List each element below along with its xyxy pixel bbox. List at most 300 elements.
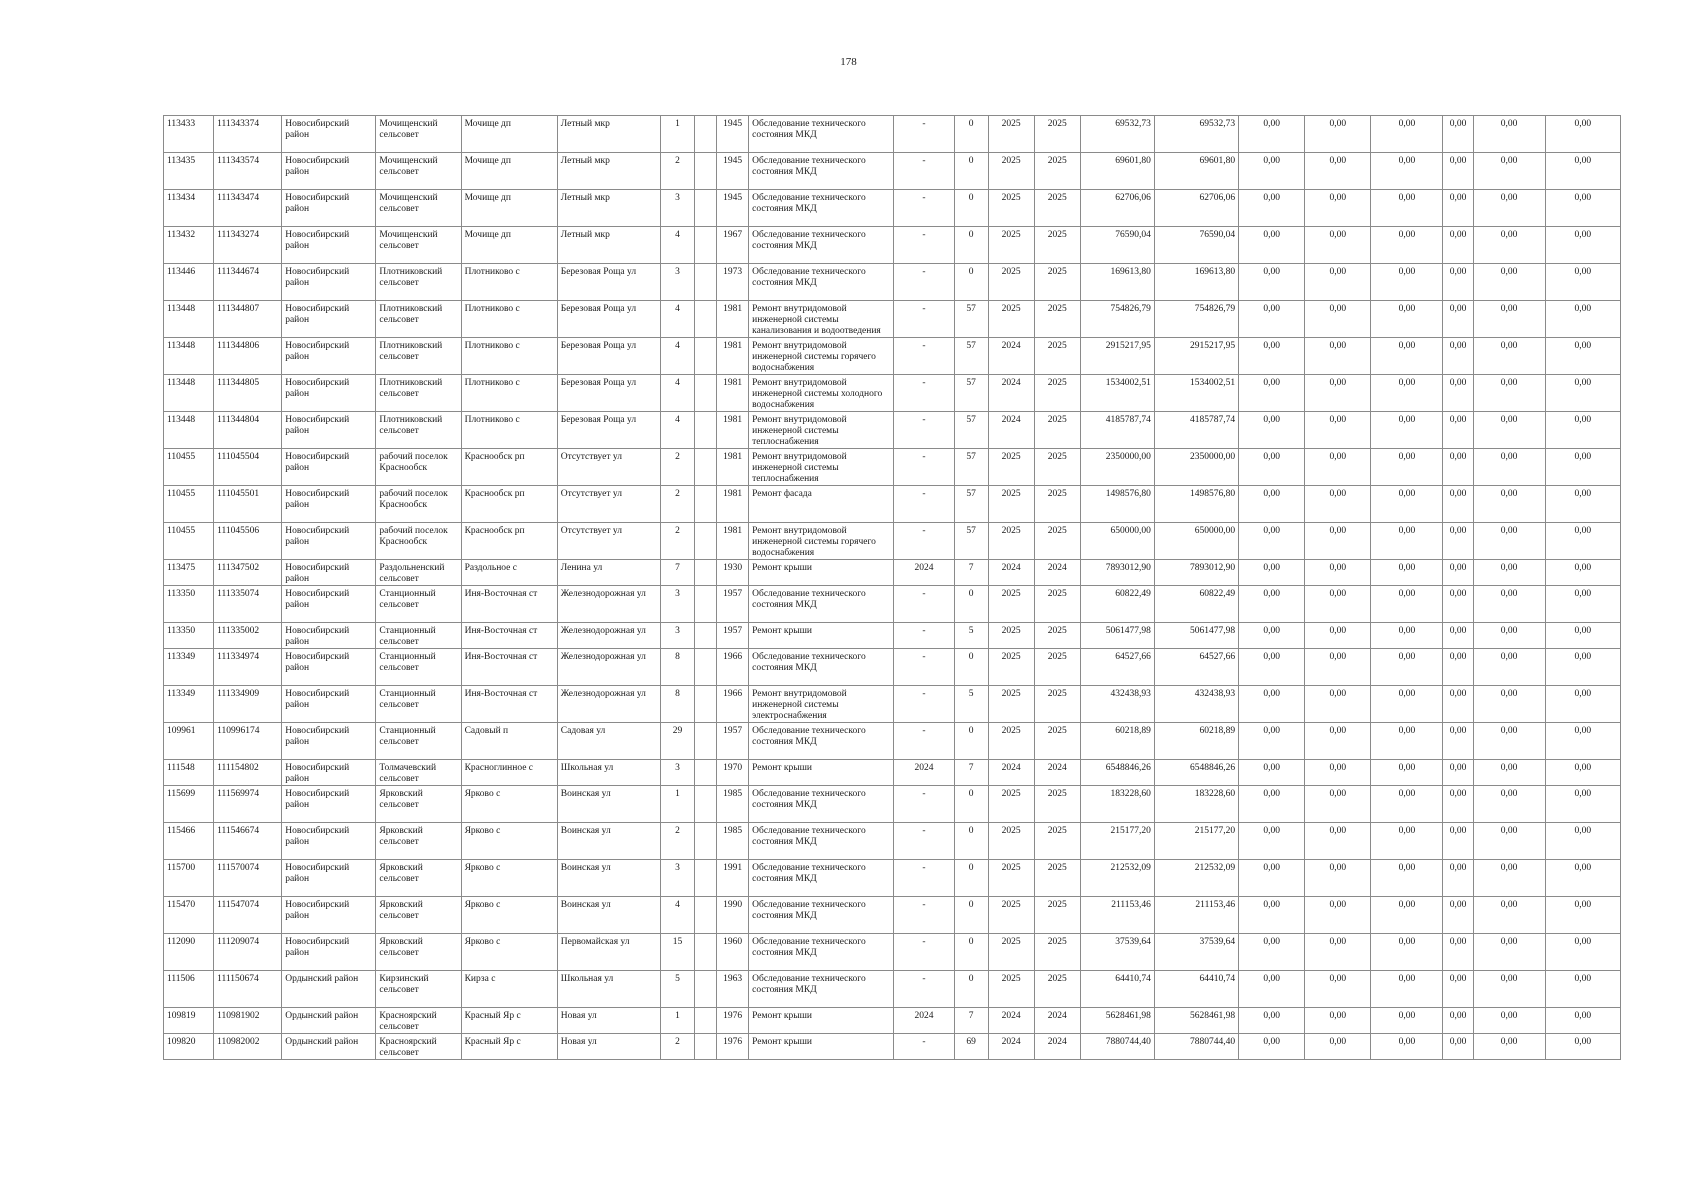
cell-id: 113434 [164,190,214,227]
cell-locality: Плотниково с [461,338,557,375]
cell-council: Станционный сельсовет [376,686,461,723]
cell-house: 2 [660,449,694,486]
cell-total: 183228,60 [1154,786,1238,823]
cell-district: Новосибирский район [282,560,376,586]
cell-house: 5 [660,971,694,1008]
cell-v1: 0,00 [1239,586,1305,623]
cell-locality: Красный Яр с [461,1034,557,1060]
cell-col10: - [894,686,954,723]
cell-id: 115700 [164,860,214,897]
cell-v4: 0,00 [1443,649,1473,686]
cell-work: Обследование технического состояния МКД [749,586,894,623]
cell-year: 1957 [717,623,749,649]
cell-v3: 0,00 [1371,264,1443,301]
cell-v3: 0,00 [1371,1008,1443,1034]
cell-year: 1991 [717,860,749,897]
cell-cost: 215177,20 [1080,823,1154,860]
cell-street: Ленина ул [557,560,660,586]
table-row [164,486,1621,523]
cell-col11: 0 [954,723,988,760]
cell-col12: 2025 [988,897,1034,934]
cell-letter [695,449,717,486]
cell-street: Железнодорожная ул [557,686,660,723]
cell-col12: 2025 [988,486,1034,523]
cell-district: Ордынский район [282,1034,376,1060]
cell-code: 111150674 [214,971,282,1008]
cell-letter [695,153,717,190]
table-row [164,686,1621,723]
cell-v1: 0,00 [1239,449,1305,486]
cell-v5: 0,00 [1473,338,1545,375]
cell-code: 111347502 [214,560,282,586]
cell-id: 113435 [164,153,214,190]
cell-col13: 2025 [1034,227,1080,264]
cell-v1: 0,00 [1239,934,1305,971]
cell-col12: 2025 [988,934,1034,971]
cell-code: 111343374 [214,116,282,153]
cell-col13: 2025 [1034,623,1080,649]
cell-v1: 0,00 [1239,823,1305,860]
cell-locality: Ярково с [461,897,557,934]
cell-v3: 0,00 [1371,786,1443,823]
cell-letter [695,971,717,1008]
table-row [164,375,1621,412]
cell-col13: 2025 [1034,486,1080,523]
cell-v4: 0,00 [1443,623,1473,649]
cell-col13: 2025 [1034,264,1080,301]
cell-v4: 0,00 [1443,227,1473,264]
cell-v4: 0,00 [1443,338,1473,375]
cell-total: 62706,06 [1154,190,1238,227]
cell-code: 111344806 [214,338,282,375]
cell-col11: 57 [954,486,988,523]
cell-v5: 0,00 [1473,375,1545,412]
cell-code: 111343274 [214,227,282,264]
cell-total: 6548846,26 [1154,760,1238,786]
cell-v2: 0,00 [1305,153,1371,190]
cell-cost: 754826,79 [1080,301,1154,338]
cell-house: 29 [660,723,694,760]
cell-v1: 0,00 [1239,301,1305,338]
cell-code: 111344674 [214,264,282,301]
cell-total: 2915217,95 [1154,338,1238,375]
cell-letter [695,723,717,760]
cell-cost: 62706,06 [1080,190,1154,227]
cell-street: Железнодорожная ул [557,623,660,649]
cell-v6: 0,00 [1545,686,1620,723]
cell-cost: 2350000,00 [1080,449,1154,486]
cell-v1: 0,00 [1239,486,1305,523]
cell-v5: 0,00 [1473,301,1545,338]
cell-district: Новосибирский район [282,375,376,412]
cell-cost: 1498576,80 [1080,486,1154,523]
cell-id: 115699 [164,786,214,823]
cell-work: Обследование технического состояния МКД [749,971,894,1008]
cell-col10: - [894,338,954,375]
cell-street: Летный мкр [557,227,660,264]
cell-col13: 2025 [1034,375,1080,412]
cell-col11: 69 [954,1034,988,1060]
cell-col13: 2025 [1034,153,1080,190]
cell-v3: 0,00 [1371,116,1443,153]
cell-council: рабочий поселок Краснообск [376,523,461,560]
cell-v6: 0,00 [1545,301,1620,338]
cell-total: 169613,80 [1154,264,1238,301]
cell-col13: 2025 [1034,338,1080,375]
cell-council: Красноярский сельсовет [376,1008,461,1034]
cell-total: 37539,64 [1154,934,1238,971]
cell-col11: 0 [954,190,988,227]
cell-street: Летный мкр [557,116,660,153]
cell-v2: 0,00 [1305,686,1371,723]
cell-v2: 0,00 [1305,860,1371,897]
cell-col12: 2024 [988,1008,1034,1034]
cell-cost: 5061477,98 [1080,623,1154,649]
table-row [164,412,1621,449]
cell-letter [695,338,717,375]
cell-council: Мочищенский сельсовет [376,190,461,227]
cell-cost: 60218,89 [1080,723,1154,760]
cell-year: 1981 [717,486,749,523]
cell-council: Плотниковский сельсовет [376,301,461,338]
cell-col13: 2025 [1034,897,1080,934]
cell-total: 212532,09 [1154,860,1238,897]
cell-total: 64410,74 [1154,971,1238,1008]
cell-v3: 0,00 [1371,560,1443,586]
cell-work: Обследование технического состояния МКД [749,934,894,971]
cell-total: 5628461,98 [1154,1008,1238,1034]
cell-district: Новосибирский район [282,449,376,486]
cell-col10: 2024 [894,760,954,786]
cell-col11: 7 [954,1008,988,1034]
cell-district: Новосибирский район [282,301,376,338]
cell-v6: 0,00 [1545,823,1620,860]
cell-code: 111334974 [214,649,282,686]
cell-v2: 0,00 [1305,486,1371,523]
cell-col10: - [894,823,954,860]
cell-v2: 0,00 [1305,412,1371,449]
cell-year: 1960 [717,934,749,971]
cell-work: Обследование технического состояния МКД [749,227,894,264]
table-row [164,649,1621,686]
cell-letter [695,190,717,227]
cell-cost: 169613,80 [1080,264,1154,301]
cell-col10: 2024 [894,560,954,586]
cell-v2: 0,00 [1305,934,1371,971]
cell-house: 4 [660,301,694,338]
cell-v6: 0,00 [1545,971,1620,1008]
cell-id: 110455 [164,523,214,560]
cell-col10: - [894,486,954,523]
cell-letter [695,486,717,523]
cell-cost: 64410,74 [1080,971,1154,1008]
cell-v1: 0,00 [1239,1008,1305,1034]
cell-v6: 0,00 [1545,116,1620,153]
cell-v5: 0,00 [1473,264,1545,301]
cell-v3: 0,00 [1371,486,1443,523]
cell-col12: 2025 [988,301,1034,338]
cell-house: 1 [660,116,694,153]
cell-council: Ярковский сельсовет [376,934,461,971]
cell-year: 1973 [717,264,749,301]
cell-col10: - [894,301,954,338]
cell-v4: 0,00 [1443,760,1473,786]
cell-col12: 2025 [988,649,1034,686]
cell-council: Толмачевский сельсовет [376,760,461,786]
cell-v4: 0,00 [1443,264,1473,301]
cell-code: 111344805 [214,375,282,412]
cell-v6: 0,00 [1545,723,1620,760]
cell-v2: 0,00 [1305,760,1371,786]
cell-letter [695,649,717,686]
cell-year: 1963 [717,971,749,1008]
cell-col11: 0 [954,934,988,971]
table-row [164,264,1621,301]
cell-v2: 0,00 [1305,264,1371,301]
cell-v3: 0,00 [1371,623,1443,649]
cell-v3: 0,00 [1371,1034,1443,1060]
cell-v6: 0,00 [1545,338,1620,375]
cell-council: Мочищенский сельсовет [376,116,461,153]
cell-v1: 0,00 [1239,649,1305,686]
cell-district: Новосибирский район [282,897,376,934]
cell-col11: 0 [954,153,988,190]
cell-v5: 0,00 [1473,486,1545,523]
cell-v5: 0,00 [1473,1008,1545,1034]
cell-year: 1981 [717,338,749,375]
cell-v5: 0,00 [1473,523,1545,560]
cell-work: Обследование технического состояния МКД [749,190,894,227]
cell-v1: 0,00 [1239,190,1305,227]
cell-v3: 0,00 [1371,523,1443,560]
cell-col10: - [894,649,954,686]
cell-v6: 0,00 [1545,449,1620,486]
cell-col11: 7 [954,760,988,786]
cell-street: Новая ул [557,1008,660,1034]
cell-district: Новосибирский район [282,190,376,227]
cell-house: 3 [660,760,694,786]
cell-cost: 60822,49 [1080,586,1154,623]
cell-v4: 0,00 [1443,412,1473,449]
cell-id: 110455 [164,486,214,523]
cell-cost: 69532,73 [1080,116,1154,153]
cell-v3: 0,00 [1371,971,1443,1008]
cell-v4: 0,00 [1443,586,1473,623]
cell-year: 1985 [717,786,749,823]
cell-v1: 0,00 [1239,412,1305,449]
cell-work: Ремонт крыши [749,623,894,649]
cell-district: Новосибирский район [282,686,376,723]
cell-work: Обследование технического состояния МКД [749,723,894,760]
cell-col13: 2025 [1034,586,1080,623]
cell-cost: 6548846,26 [1080,760,1154,786]
cell-locality: Раздольное с [461,560,557,586]
cell-district: Новосибирский район [282,786,376,823]
cell-col11: 0 [954,586,988,623]
cell-id: 113433 [164,116,214,153]
cell-v3: 0,00 [1371,934,1443,971]
cell-work: Ремонт крыши [749,560,894,586]
cell-v4: 0,00 [1443,897,1473,934]
cell-col13: 2024 [1034,1008,1080,1034]
cell-v4: 0,00 [1443,486,1473,523]
cell-street: Отсутствует ул [557,449,660,486]
cell-cost: 7893012,90 [1080,560,1154,586]
cell-col11: 0 [954,786,988,823]
cell-code: 111343474 [214,190,282,227]
cell-street: Отсутствует ул [557,523,660,560]
cell-street: Березовая Роща ул [557,301,660,338]
cell-letter [695,760,717,786]
table-row [164,897,1621,934]
cell-street: Летный мкр [557,153,660,190]
cell-col11: 0 [954,227,988,264]
cell-council: Ярковский сельсовет [376,897,461,934]
cell-v3: 0,00 [1371,227,1443,264]
cell-year: 1945 [717,153,749,190]
cell-work: Ремонт крыши [749,1008,894,1034]
cell-v6: 0,00 [1545,860,1620,897]
cell-letter [695,1034,717,1060]
cell-district: Ордынский район [282,971,376,1008]
cell-district: Новосибирский район [282,823,376,860]
cell-total: 7880744,40 [1154,1034,1238,1060]
cell-work: Обследование технического состояния МКД [749,153,894,190]
cell-col12: 2025 [988,686,1034,723]
table-row [164,523,1621,560]
cell-code: 111343574 [214,153,282,190]
cell-cost: 7880744,40 [1080,1034,1154,1060]
cell-v2: 0,00 [1305,1034,1371,1060]
cell-v1: 0,00 [1239,786,1305,823]
cell-street: Отсутствует ул [557,486,660,523]
cell-work: Обследование технического состояния МКД [749,860,894,897]
cell-house: 3 [660,586,694,623]
cell-total: 5061477,98 [1154,623,1238,649]
cell-year: 1970 [717,760,749,786]
cell-col10: - [894,375,954,412]
cell-cost: 5628461,98 [1080,1008,1154,1034]
cell-id: 111506 [164,971,214,1008]
cell-year: 1930 [717,560,749,586]
table-row [164,1008,1621,1034]
cell-council: Станционный сельсовет [376,723,461,760]
cell-col12: 2025 [988,971,1034,1008]
cell-v5: 0,00 [1473,860,1545,897]
table-row [164,560,1621,586]
cell-code: 111344804 [214,412,282,449]
cell-v6: 0,00 [1545,649,1620,686]
cell-cost: 650000,00 [1080,523,1154,560]
cell-work: Обследование технического состояния МКД [749,649,894,686]
cell-letter [695,523,717,560]
cell-locality: Мочище дп [461,190,557,227]
table-row [164,934,1621,971]
cell-v4: 0,00 [1443,153,1473,190]
cell-v2: 0,00 [1305,1008,1371,1034]
cell-locality: Садовый п [461,723,557,760]
cell-v4: 0,00 [1443,786,1473,823]
cell-code: 111569974 [214,786,282,823]
cell-v3: 0,00 [1371,449,1443,486]
cell-cost: 4185787,74 [1080,412,1154,449]
cell-house: 4 [660,897,694,934]
cell-street: Березовая Роща ул [557,264,660,301]
cell-v5: 0,00 [1473,153,1545,190]
cell-cost: 183228,60 [1080,786,1154,823]
cell-v4: 0,00 [1443,860,1473,897]
cell-letter [695,623,717,649]
cell-v4: 0,00 [1443,301,1473,338]
cell-code: 111045506 [214,523,282,560]
cell-col10: - [894,264,954,301]
cell-col12: 2025 [988,860,1034,897]
cell-col13: 2025 [1034,649,1080,686]
cell-col12: 2025 [988,586,1034,623]
cell-col10: - [894,412,954,449]
cell-v5: 0,00 [1473,623,1545,649]
table-row [164,860,1621,897]
cell-id: 113446 [164,264,214,301]
cell-v5: 0,00 [1473,723,1545,760]
cell-v4: 0,00 [1443,560,1473,586]
cell-v3: 0,00 [1371,897,1443,934]
cell-v3: 0,00 [1371,686,1443,723]
table-row [164,116,1621,153]
cell-total: 4185787,74 [1154,412,1238,449]
cell-v5: 0,00 [1473,786,1545,823]
cell-id: 113432 [164,227,214,264]
cell-work: Ремонт внутридомовой инженерной системы электроснабжения [749,686,894,723]
cell-work: Ремонт крыши [749,1034,894,1060]
cell-v5: 0,00 [1473,823,1545,860]
cell-v4: 0,00 [1443,823,1473,860]
cell-total: 432438,93 [1154,686,1238,723]
cell-house: 3 [660,860,694,897]
cell-total: 1534002,51 [1154,375,1238,412]
cell-v1: 0,00 [1239,723,1305,760]
cell-v2: 0,00 [1305,227,1371,264]
cell-street: Новая ул [557,1034,660,1060]
cell-work: Ремонт фасада [749,486,894,523]
table-row [164,760,1621,786]
cell-col12: 2025 [988,116,1034,153]
cell-col10: - [894,971,954,1008]
cell-col10: - [894,227,954,264]
cell-v5: 0,00 [1473,449,1545,486]
cell-col12: 2024 [988,1034,1034,1060]
cell-house: 2 [660,523,694,560]
cell-col11: 5 [954,686,988,723]
cell-v6: 0,00 [1545,560,1620,586]
cell-v2: 0,00 [1305,375,1371,412]
cell-col12: 2025 [988,449,1034,486]
cell-col12: 2024 [988,375,1034,412]
cell-street: Березовая Роща ул [557,375,660,412]
cell-col13: 2025 [1034,412,1080,449]
cell-house: 2 [660,486,694,523]
cell-v6: 0,00 [1545,760,1620,786]
cell-col10: - [894,1034,954,1060]
cell-col10: - [894,116,954,153]
cell-v1: 0,00 [1239,860,1305,897]
cell-v5: 0,00 [1473,560,1545,586]
cell-house: 2 [660,1034,694,1060]
cell-locality: Краснообск рп [461,486,557,523]
cell-col11: 0 [954,860,988,897]
cell-code: 111209074 [214,934,282,971]
cell-total: 64527,66 [1154,649,1238,686]
